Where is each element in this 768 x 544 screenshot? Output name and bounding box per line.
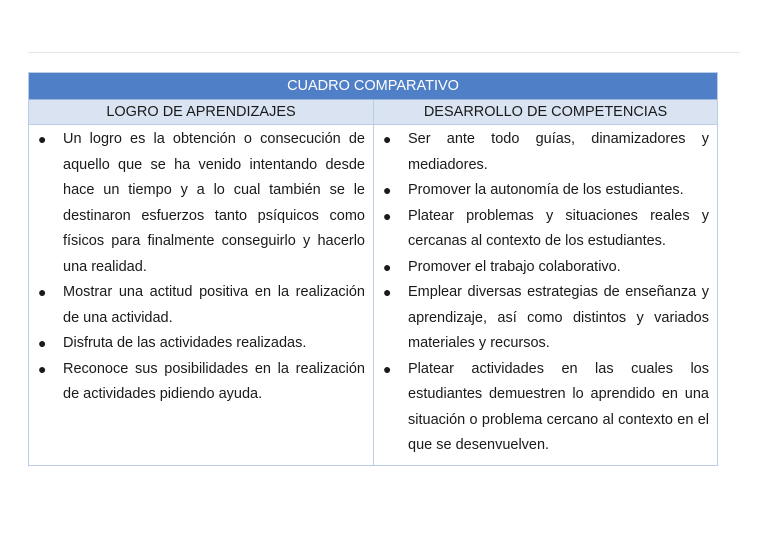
bullet-icon: ● — [38, 335, 47, 351]
column-header-desarrollo: DESARROLLO DE COMPETENCIAS — [423, 104, 668, 120]
bullet-icon: ● — [383, 284, 392, 300]
column-header-logro: LOGRO DE APRENDIZAJES — [29, 100, 374, 124]
list-item-text: Reconoce sus posibilidades en la realización de actividades pidiendo ayuda. — [63, 360, 365, 402]
table-header-row — [29, 100, 717, 125]
list-item — [35, 127, 365, 280]
list-item — [380, 204, 709, 255]
list-item — [380, 127, 709, 178]
list-item — [380, 280, 709, 357]
list-item-text: Ser ante todo guías, dinamizadores y mediadores. — [408, 131, 709, 173]
list-item-text: Mostrar una actitud positiva en la realización de una actividad. — [63, 284, 365, 326]
list-item-text: Promover la autonomía de los estudiantes. — [408, 182, 684, 198]
list-item — [35, 357, 365, 408]
table-title: CUADRO COMPARATIVO — [29, 73, 717, 100]
list-item — [35, 331, 365, 357]
top-divider — [28, 52, 740, 53]
list-item-text: Promover el trabajo colaborativo. — [408, 258, 621, 275]
list-item-text: Platear problemas y situaciones reales y cercanas al contexto de los estudiantes. — [408, 207, 709, 249]
list-item-text: Un logro es la obtención o consecución de aquello que se ha venido intentando desde hace un tiempo y a lo cual también se le destinaron esfuerzos tanto psíquicos como físicos para finalmente conseguirlo y hacerlo una realidad. — [63, 131, 365, 275]
bullet-icon: ● — [383, 207, 392, 224]
comparison-table — [28, 72, 718, 466]
right-column-cell — [374, 125, 717, 465]
bullet-icon: ● — [383, 360, 392, 377]
list-item-text: Platear actividades en las cuales los estudiantes demuestren lo aprendido en una situación o problema cercano al contexto en el que se desenvuelven. — [408, 360, 709, 453]
list-item — [380, 255, 709, 281]
bullet-icon: ● — [383, 182, 392, 198]
right-bullet-list — [380, 127, 709, 459]
list-item — [380, 178, 709, 204]
bullet-icon: ● — [38, 360, 47, 377]
list-item-text: Emplear diversas estrategias de enseñanza y aprendizaje, así como distintos y variados materiales y recursos. — [408, 284, 709, 351]
bullet-icon: ● — [383, 258, 392, 275]
bullet-icon: ● — [38, 284, 47, 300]
left-bullet-list — [35, 127, 365, 408]
table-body-row — [29, 125, 717, 465]
bullet-icon: ● — [383, 131, 392, 147]
list-item — [35, 280, 365, 331]
list-item — [380, 357, 709, 459]
list-item-text: Disfruta de las actividades realizadas. — [63, 335, 307, 351]
left-column-cell — [29, 125, 374, 465]
bullet-icon: ● — [38, 131, 47, 147]
